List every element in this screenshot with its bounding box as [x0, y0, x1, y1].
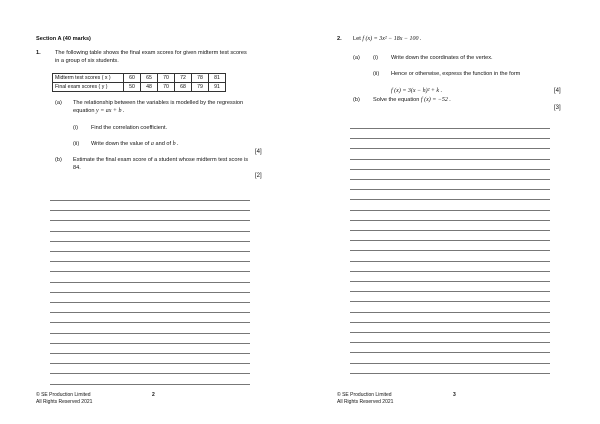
- answer-line: [350, 148, 550, 149]
- part-b-marks: [3]: [554, 105, 561, 111]
- answer-line: [50, 200, 250, 201]
- sub-ii-text: Write down the value of a and of b .: [91, 141, 179, 147]
- table-cell: 65: [141, 74, 158, 83]
- answer-line: [50, 312, 250, 313]
- answer-line: [50, 333, 250, 334]
- table-cell: 50: [124, 83, 141, 92]
- table-row-label: Midterm test scores ( x ): [53, 74, 124, 83]
- answer-line: [350, 199, 550, 200]
- answer-line: [350, 250, 550, 251]
- part-b-text: Solve the equation f (x) = −52 .: [373, 97, 451, 103]
- answer-line: [50, 384, 250, 385]
- answer-line: [350, 322, 550, 323]
- question-2-number: 2.: [337, 36, 342, 42]
- answer-line: [350, 332, 550, 333]
- page-number: 2: [152, 392, 155, 398]
- answer-line: [50, 373, 250, 374]
- answer-line: [350, 363, 550, 364]
- answer-line: [50, 302, 250, 303]
- part-b-marks: [2]: [255, 173, 262, 179]
- section-title: Section A (40 marks): [36, 36, 91, 42]
- answer-line: [350, 312, 550, 313]
- answer-line: [50, 292, 250, 293]
- part-b-label: (b): [353, 97, 360, 103]
- answer-line: [50, 363, 250, 364]
- table-cell: 48: [141, 83, 158, 92]
- right-page: [300, 0, 600, 424]
- answer-line: [350, 342, 550, 343]
- table-cell: 79: [192, 83, 209, 92]
- table-cell: 72: [175, 74, 192, 83]
- answer-line: [350, 240, 550, 241]
- sub-i-label: (i): [373, 55, 378, 61]
- sub-i-text: Write down the coordinates of the vertex.: [391, 55, 493, 61]
- table-cell: 81: [209, 74, 226, 83]
- answer-line: [350, 189, 550, 190]
- answer-line: [50, 261, 250, 262]
- answer-line: [350, 301, 550, 302]
- part-a-text-line2: equation y = ax + b .: [73, 108, 125, 114]
- answer-line: [350, 352, 550, 353]
- part-b-text-line1: Estimate the final exam score of a student whose midterm test score is: [73, 157, 249, 163]
- table-cell: 70: [158, 74, 175, 83]
- part-a-label: (a): [55, 100, 62, 106]
- sub-i-text: Find the correlation coefficient.: [91, 125, 168, 131]
- regression-equation: y = ax + b .: [96, 108, 125, 114]
- answer-line: [350, 291, 550, 292]
- part-a-marks: [4]: [255, 149, 262, 155]
- question-2-function: Let f (x) = 3x² − 18x − 100 .: [353, 36, 422, 42]
- answer-line: [350, 210, 550, 211]
- answer-line: [350, 220, 550, 221]
- answer-line: [50, 241, 250, 242]
- sub-ii-text: Hence or otherwise, express the function in the form: [391, 71, 521, 77]
- answer-line: [50, 271, 250, 272]
- table-row: [53, 83, 226, 92]
- answer-line: [50, 251, 250, 252]
- answer-line: [50, 220, 250, 221]
- answer-line: [50, 322, 250, 323]
- table-cell: 60: [124, 74, 141, 83]
- scores-table: [52, 73, 226, 92]
- answer-line: [50, 353, 250, 354]
- part-b-label: (b): [55, 157, 62, 163]
- answer-line: [350, 230, 550, 231]
- table-cell: 78: [192, 74, 209, 83]
- table-row-label: Final exam scores ( y ): [53, 83, 124, 92]
- sub-ii-label: (ii): [373, 71, 380, 77]
- answer-line: [50, 210, 250, 211]
- answer-line: [350, 261, 550, 262]
- answer-line: [50, 231, 250, 232]
- table-row: [53, 74, 226, 83]
- part-a-label: (a): [353, 55, 360, 61]
- answer-line: [350, 169, 550, 170]
- footer-rights: All Rights Reserved 2021: [36, 399, 93, 405]
- sub-ii-label: (ii): [73, 141, 80, 147]
- question-1-number: 1.: [36, 50, 41, 56]
- answer-line: [350, 138, 550, 139]
- part-a-text-line1: The relationship between the variables is modelled by the regression: [73, 100, 244, 106]
- table-cell: 70: [158, 83, 175, 92]
- sub-i-label: (i): [73, 125, 78, 131]
- answer-line: [350, 128, 550, 129]
- question-1-intro-line2: in a group of six students.: [55, 58, 119, 64]
- footer-copyright: © SE Production Limited: [36, 392, 91, 398]
- answer-line: [350, 373, 550, 374]
- footer-copyright: © SE Production Limited: [337, 392, 392, 398]
- answer-line: [350, 271, 550, 272]
- answer-line: [50, 282, 250, 283]
- answer-line: [350, 281, 550, 282]
- table-cell: 91: [209, 83, 226, 92]
- answer-line: [50, 343, 250, 344]
- footer-rights: All Rights Reserved 2021: [337, 399, 394, 405]
- vertex-form: f (x) = 3(x − h)² + k .: [391, 88, 443, 94]
- table-cell: 68: [175, 83, 192, 92]
- answer-line: [350, 159, 550, 160]
- part-a-marks: [4]: [554, 88, 561, 94]
- page-number: 3: [453, 392, 456, 398]
- part-b-text-line2: 84.: [73, 165, 81, 171]
- answer-line: [350, 179, 550, 180]
- question-1-intro-line1: The following table shows the final exam scores for given midterm test scores: [55, 50, 247, 56]
